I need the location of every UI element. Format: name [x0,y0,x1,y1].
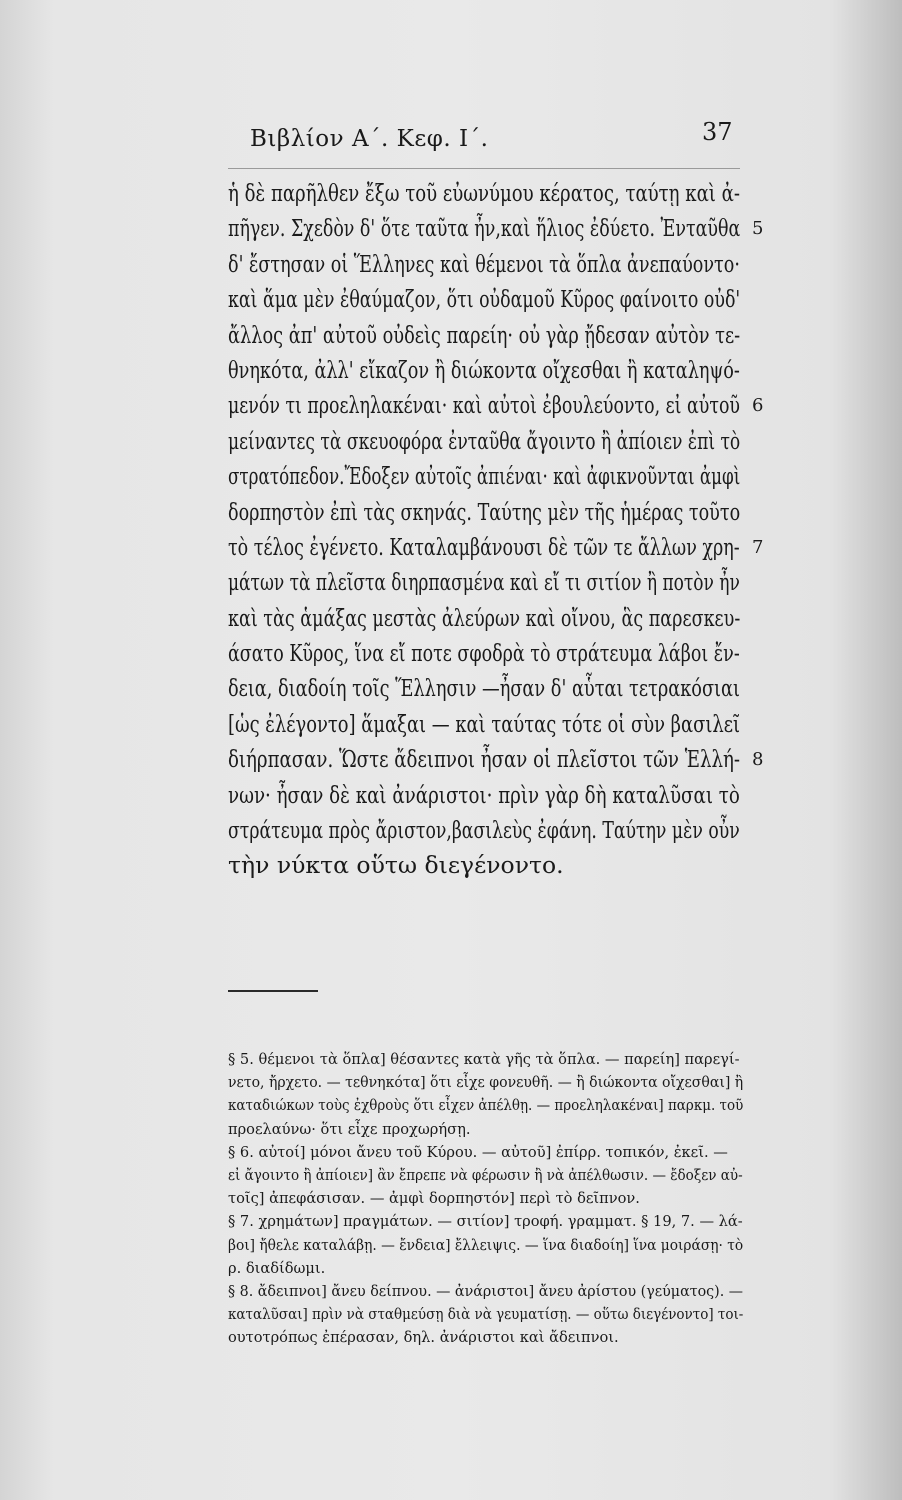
header-rule [228,168,740,169]
footnote-line: § 6. αὐτοί] μόνοι ἄνευ τοῦ Κύρου. — αὐτοῦ] ἐπίρρ. τοπικόν, ἐκεῖ. — [228,1143,728,1161]
text-line: στράτευμα πρὸς ἄριστον,βασιλεὺς ἐφάνη. Ταύτην μὲν οὖν [228,816,740,845]
footnote-line: εἰ ἄγοιντο ἢ ἀπίοιεν] ἂν ἔπρεπε νὰ φέρωσιν ἢ νὰ ἀπέλθωσιν. — ἔδοξεν αὐ- [228,1166,743,1184]
text-line: θνηκότα, ἀλλ' εἴκαζον ἢ διώκοντα οἴχεσθαι ἢ καταληψό- [228,355,740,384]
footnote-line: προελαύνω· ὅτι εἶχε προχωρήσῃ. [228,1120,471,1138]
footnote-line: καταδιώκων τοὺς ἐχθροὺς ὅτι εἶχεν ἀπέλθῃ. — προεληλακέναι] παρκμ. τοῦ [228,1097,744,1115]
text-line: δεια, διαδοίη τοῖς Ἕλλησιν —ἦσαν δ' αὗται τετρακόσιαι [228,674,740,703]
section-number: 7 [752,536,764,558]
text-line: δ' ἔστησαν οἱ Ἕλληνες καὶ θέμενοι τὰ ὅπλα ἀνεπαύοντο· [228,249,740,278]
running-head: Βιβλίον Α΄. Κεφ. Ι΄. [250,126,489,152]
section-number: 5 [752,218,764,240]
text-line: ἄλλος ἀπ' αὐτοῦ οὐδεὶς παρείη· οὐ γὰρ ᾔδεσαν αὐτὸν τε- [228,320,741,349]
text-line: τὴν νύκτα οὕτω διεγένοντο. [228,851,564,880]
text-line: καὶ τὰς ἁμάξας μεστὰς ἀλεύρων καὶ οἴνου, ἃς παρεσκευ- [228,603,741,632]
page-number: 37 [702,118,733,146]
page-header [0,118,902,158]
text-line: μείναντες τὰ σκευοφόρα ἐνταῦθα ἄγοιντο ἢ ἀπίοιεν ἐπὶ τὸ [228,426,741,455]
text-line: άσατο Κῦρος, ἵνα εἴ ποτε σφοδρὰ τὸ στράτευμα λάβοι ἔν- [228,639,740,668]
main-text [228,176,764,884]
text-line: δορπηστὸν ἐπὶ τὰς σκηνάς. Ταύτης μὲν τῆς ἡμέρας τοῦτο [228,497,741,526]
footnote-line: βοι] ἤθελε καταλάβῃ. — ἔνδεια] ἔλλειψις. — ἵνα διαδοίη] ἵνα μοιράσῃ· τὸ [228,1236,744,1254]
footnote-line: τοῖς] ἀπεφάσισαν. — ἀμφὶ δορπηστόν] περὶ τὸ δεῖπνον. [228,1190,640,1208]
text-line: [ὡς ἐλέγοντο] ἅμαξαι — καὶ ταύτας τότε οἱ σὺν βασιλεῖ [228,709,740,738]
footnote-line: καταλῦσαι] πρὶν νὰ σταθμεύσῃ διὰ νὰ γευματίσῃ. — οὕτω διεγένοντο] τοι- [228,1306,744,1324]
footnotes [228,1048,748,1349]
footnote-line: ρ. διαδίδωμι. [228,1259,326,1277]
footnote-line: § 5. θέμενοι τὰ ὅπλα] θέσαντες κατὰ γῆς τὰ ὅπλα. — παρείη] παρεγί- [228,1051,740,1068]
text-line: μάτων τὰ πλεῖστα διηρπασμένα καὶ εἴ τι σιτίον ἢ ποτὸν ἦν [228,568,740,597]
text-line: μενόν τι προεληλακέναι· καὶ αὐτοὶ ἐβουλεύοντο, εἰ αὐτοῦ 6 [228,388,744,423]
text-line: νων· ἦσαν δὲ καὶ ἀνάριστοι· πρὶν γὰρ δὴ καταλῦσαι τὸ [228,780,740,809]
footnote-line: ουτοτρόπως ἐπέρασαν, δηλ. ἀνάριστοι καὶ ἄδειπνοι. [228,1329,619,1347]
footnote-rule [228,990,318,992]
footnote-line: § 8. ἄδειπνοι] ἄνευ δείπνου. — ἀνάριστοι] ἄνευ ἀρίστου (γεύματος). — [228,1282,744,1300]
footnote-line: νετο, ἤρχετο. — τεθνηκότα] ὅτι εἶχε φονευθῆ. — ἢ διώκοντα οἴχεσθαι] ἢ [228,1074,744,1092]
text-line: καὶ ἅμα μὲν ἐθαύμαζον, ὅτι οὐδαμοῦ Κῦρος φαίνοιτο οὐδ' [228,285,741,314]
text-line: στρατόπεδον.Ἔδοξεν αὐτοῖς ἀπιέναι· καὶ ἀφικνοῦνται ἀμφὶ [228,462,741,491]
text-line: τὸ τέλος ἐγένετο. Καταλαμβάνουσι δὲ τῶν τε ἄλλων χρη- 7 [228,530,744,565]
text-line: διήρπασαν. Ὥστε ἄδειπνοι ἦσαν οἱ πλεῖστοι τῶν Ἑλλή- 8 [228,742,744,777]
text-line: ἡ δὲ παρῆλθεν ἔξω τοῦ εὐωνύμου κέρατος, ταύτῃ καὶ ἀ- [228,179,740,207]
section-number: 6 [752,395,764,417]
text-line: πῆγεν. Σχεδὸν δ' ὅτε ταῦτα ἦν,καὶ ἥλιος ἐδύετο. Ἐνταῦθα 5 [228,211,744,246]
section-number: 8 [752,749,764,771]
footnote-line: § 7. χρημάτων] πραγμάτων. — σιτίον] τροφή. γραμματ. § 19, 7. — λά- [228,1213,743,1231]
